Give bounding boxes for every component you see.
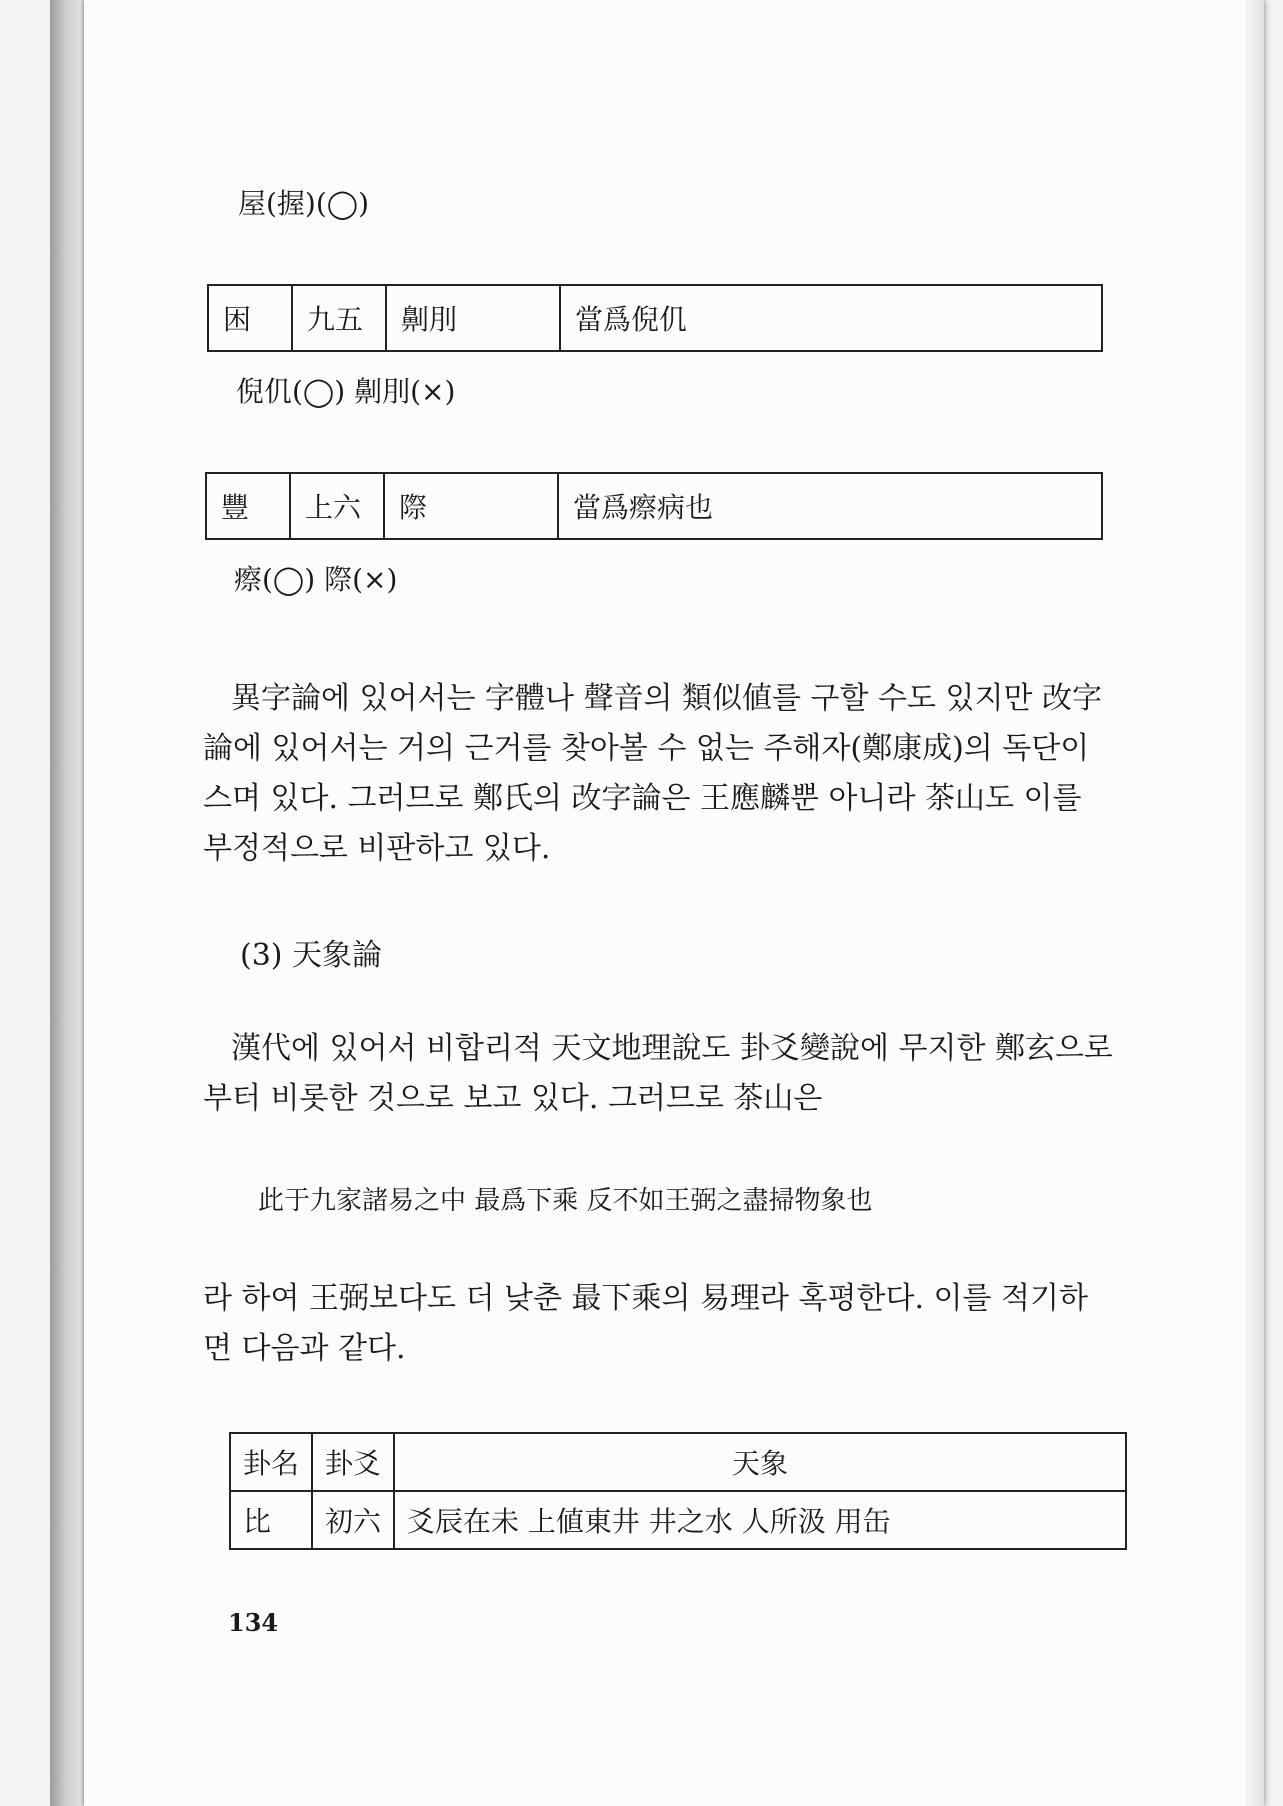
- note-1: 屋(握)(◯): [238, 187, 370, 220]
- table-cell: 爻辰在未 上値東井 井之水 人所汲 用缶: [394, 1491, 1126, 1549]
- variant-table-2: [205, 472, 1103, 540]
- table-header-cell: 天象: [394, 1433, 1126, 1491]
- page-number: 134: [228, 1608, 279, 1637]
- table-cell: 際: [384, 473, 558, 539]
- table-cell: 九五: [292, 285, 386, 351]
- table-cell: 初六: [312, 1491, 394, 1549]
- paragraph-line: 부터 비롯한 것으로 보고 있다. 그러므로 茶山은: [203, 1081, 823, 1116]
- table-header-cell: 卦爻: [312, 1433, 394, 1491]
- paragraph-3: [203, 1274, 1131, 1374]
- table-cell: 困: [208, 285, 292, 351]
- table-cell: 當爲倪仉: [560, 285, 1102, 351]
- book-spine: [50, 0, 86, 1806]
- table-cell: 劓刖: [386, 285, 560, 351]
- paragraph-1: [203, 674, 1131, 874]
- paragraph-line: 異字論에 있어서는 字體나 聲音의 類似値를 구할 수도 있지만 改字: [231, 681, 1102, 716]
- table-cell: 當爲瘵病也: [558, 473, 1102, 539]
- table-cell: 上六: [290, 473, 384, 539]
- paragraph-line: 論에 있어서는 거의 근거를 찾아볼 수 없는 주해자(鄭康成)의 독단이: [203, 731, 1090, 766]
- table-row: [208, 285, 1102, 351]
- table-header-row: [230, 1433, 1126, 1491]
- table-header-cell: 卦名: [230, 1433, 312, 1491]
- tianxiang-table: [229, 1432, 1127, 1550]
- paragraph-line: 스며 있다. 그러므로 鄭氏의 改字論은 王應麟뿐 아니라 茶山도 이를: [203, 781, 1082, 816]
- section-heading: (3) 天象論: [240, 938, 383, 973]
- paragraph-line: 라 하여 王弼보다도 더 낮춘 最下乘의 易理라 혹평한다. 이를 적기하: [203, 1281, 1088, 1316]
- table-row: [230, 1491, 1126, 1549]
- note-2: 倪仉(◯) 劓刖(×): [236, 375, 456, 408]
- table-cell: 豐: [206, 473, 290, 539]
- paragraph-2: [203, 1024, 1131, 1124]
- paragraph-line: 漢代에 있어서 비합리적 天文地理說도 卦爻變說에 무지한 鄭玄으로: [231, 1031, 1113, 1066]
- variant-table-1: [207, 284, 1103, 352]
- table-row: [206, 473, 1102, 539]
- quote: 此于九家諸易之中 最爲下乘 反不如王弼之盡掃物象也: [258, 1186, 873, 1216]
- paragraph-line: 면 다음과 같다.: [203, 1331, 406, 1366]
- paragraph-line: 부정적으로 비판하고 있다.: [203, 831, 551, 866]
- page-edge: [1246, 0, 1264, 1806]
- table-cell: 比: [230, 1491, 312, 1549]
- note-3: 瘵(◯) 際(×): [234, 563, 398, 596]
